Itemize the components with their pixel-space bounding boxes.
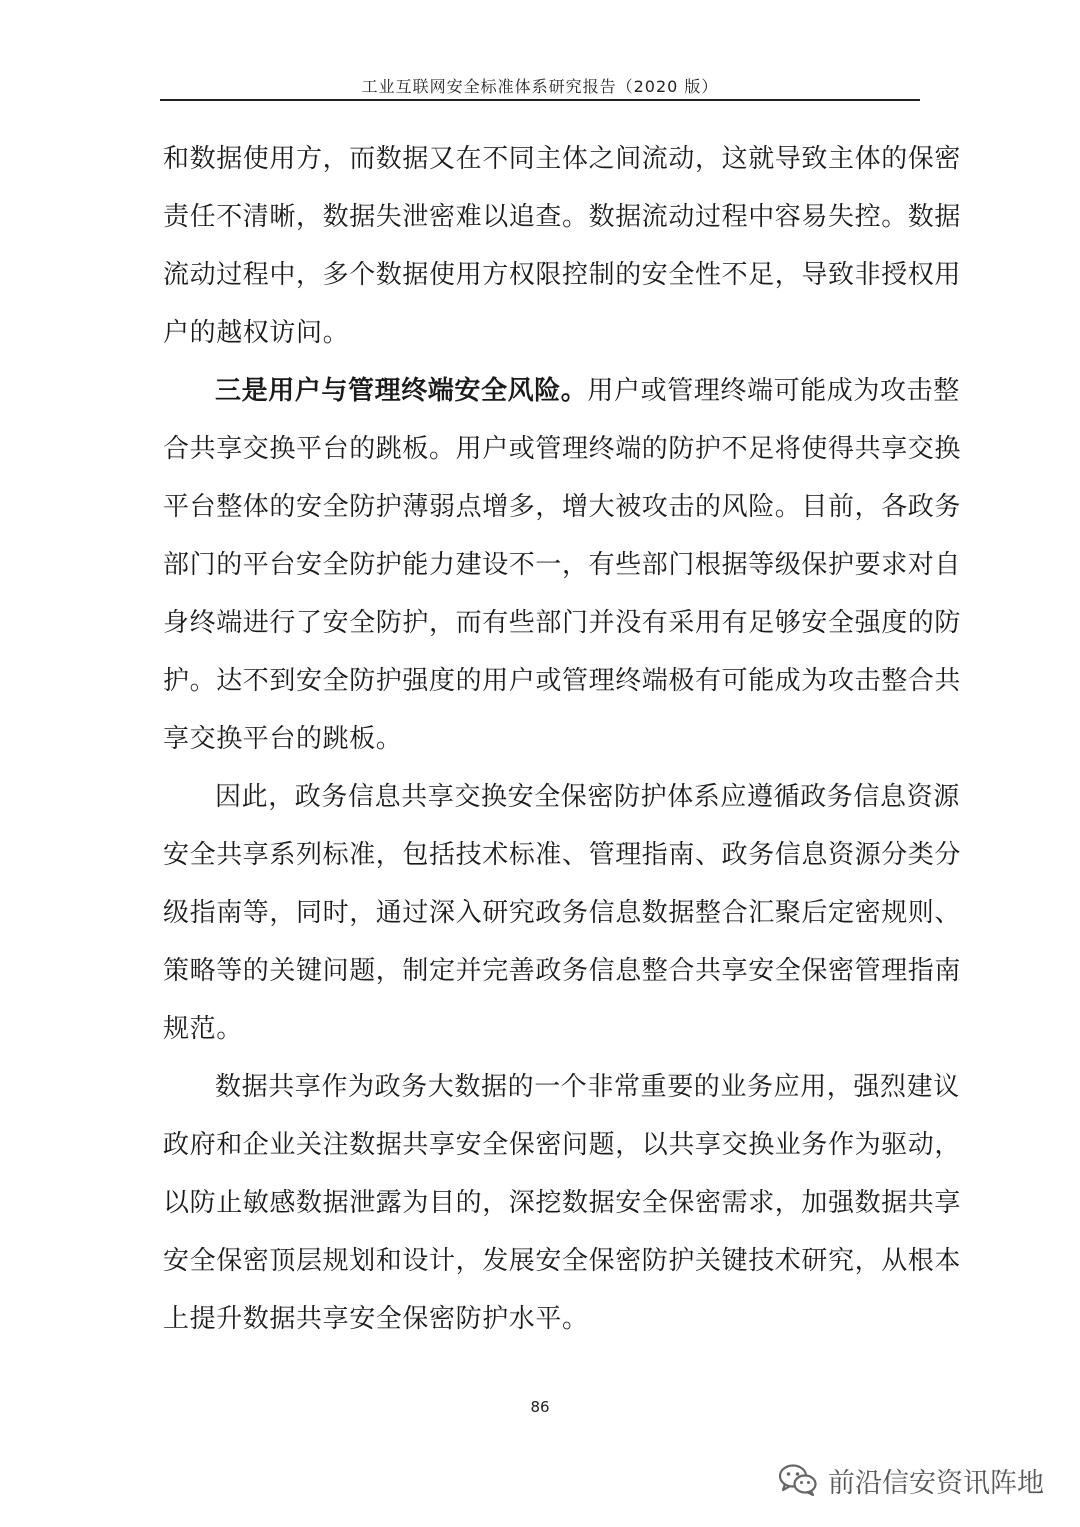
text-line: 政府和企业关注数据共享安全保密问题，以共享交换业务作为驱动， <box>163 1130 962 1160</box>
paragraph-3 <box>163 768 962 1058</box>
text-line: 策略等的关键问题，制定并完善政务信息整合共享安全保密管理指南 <box>163 956 962 986</box>
text-line: 安全保密顶层规划和设计，发展安全保密防护关键技术研究，从根本 <box>163 1246 962 1276</box>
header-rule <box>160 99 920 101</box>
text-line: 合共享交换平台的跳板。用户或管理终端的防护不足将使得共享交换 <box>163 434 962 464</box>
text-line: 和数据使用方，而数据又在不同主体之间流动，这就导致主体的保密 <box>163 144 962 174</box>
paragraph-1 <box>163 130 962 362</box>
text-line: 户的越权访问。 <box>163 318 350 348</box>
text-line: 数据共享作为政务大数据的一个非常重要的业务应用，强烈建议 <box>215 1072 960 1102</box>
paragraph-lead-text: 用户或管理终端可能成为攻击整 <box>587 376 960 406</box>
paragraph-lead-heading: 三是用户与管理终端安全风险。 <box>215 376 588 406</box>
text-line: 安全共享系列标准，包括技术标准、管理指南、政务信息资源分类分 <box>163 840 962 870</box>
running-header: 工业互联网安全标准体系研究报告（2020 版） <box>361 77 719 96</box>
watermark <box>778 1458 1044 1502</box>
text-line: 流动过程中，多个数据使用方权限控制的安全性不足，导致非授权用 <box>163 260 962 290</box>
wechat-icon <box>778 1463 818 1497</box>
text-line: 部门的平台安全防护能力建设不一，有些部门根据等级保护要求对自 <box>163 550 962 580</box>
page-number: 86 <box>530 1398 550 1416</box>
paragraph-2 <box>163 362 962 768</box>
text-line: 规范。 <box>163 1014 243 1044</box>
body-text <box>163 130 962 1348</box>
text-line: 以防止敏感数据泄露为目的，深挖数据安全保密需求，加强数据共享 <box>163 1188 962 1218</box>
text-line: 上提升数据共享安全保密防护水平。 <box>163 1304 589 1334</box>
text-line <box>163 362 960 420</box>
text-line: 因此，政务信息共享交换安全保密防护体系应遵循政务信息资源 <box>215 782 960 812</box>
text-line: 平台整体的安全防护薄弱点增多，增大被攻击的风险。目前，各政务 <box>163 492 962 522</box>
text-line: 责任不清晰，数据失泄密难以追查。数据流动过程中容易失控。数据 <box>163 202 962 232</box>
watermark-text: 前沿信安资讯阵地 <box>828 1467 1044 1499</box>
text-line: 级指南等，同时，通过深入研究政务信息数据整合汇聚后定密规则、 <box>163 898 962 928</box>
text-line: 护。达不到安全防护强度的用户或管理终端极有可能成为攻击整合共 <box>163 666 962 696</box>
text-line: 享交换平台的跳板。 <box>163 724 403 754</box>
paragraph-4 <box>163 1058 962 1348</box>
text-line: 身终端进行了安全防护，而有些部门并没有采用有足够安全强度的防 <box>163 608 962 638</box>
